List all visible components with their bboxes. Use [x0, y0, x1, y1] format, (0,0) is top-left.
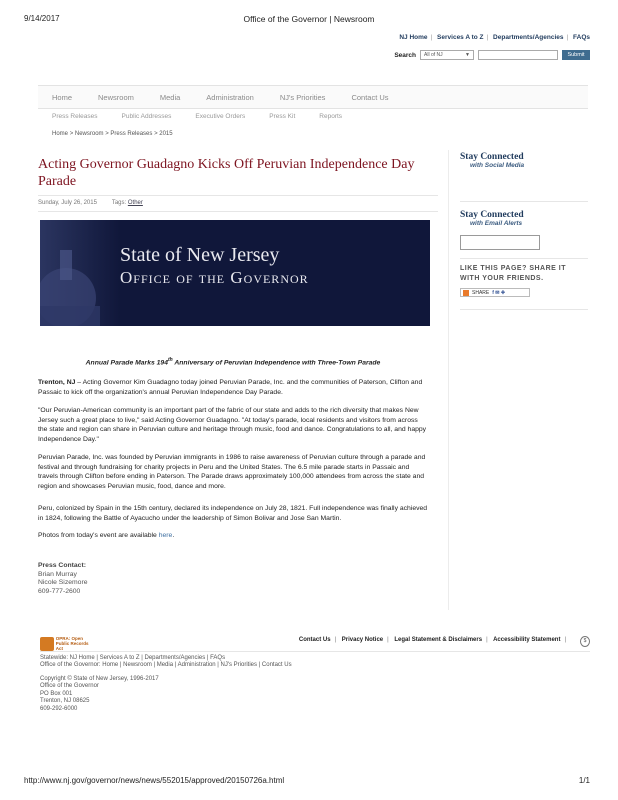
sidebar — [460, 152, 588, 310]
breadcrumb-home[interactable]: Home — [52, 131, 69, 137]
tag-link[interactable]: Other — [127, 200, 143, 206]
share-prompt-line2: WITH YOUR FRIENDS. — [460, 275, 544, 282]
banner-office-name: Office of the Governor — [120, 268, 309, 287]
separator: | — [564, 637, 566, 643]
article-paragraph-4: Peru, colonized by Spain in the 15th century, declared its independence on July 28, 1821. Full independence was finally achieved in 1824, following the Battle of Ayacucho under the leadership of Simon Bolivar and Jose San Martin. — [38, 505, 428, 522]
footer-privacy-notice[interactable]: Privacy Notice — [341, 637, 384, 643]
opra-line2: Public Records Act — [55, 641, 89, 651]
breadcrumb-newsroom[interactable]: > Newsroom — [69, 131, 104, 137]
capitol-dome-icon — [40, 220, 120, 326]
sub-nav — [52, 113, 342, 120]
subhead-pre: Annual Parade Marks 194 — [85, 359, 168, 367]
toplink-services[interactable]: Services A to Z — [437, 34, 484, 41]
article-p1: – Acting Governor Kim Guadagno today joined Peruvian Parade, Inc. and the communities of Paterson, Clifton and Passaic to kick off the organization's annual Peruvian Independence Day Parade. — [38, 379, 423, 396]
opra-line1: OPRA: Open — [55, 636, 83, 641]
social-icons: f ✉ ✚ — [492, 289, 506, 296]
main-nav — [38, 85, 588, 109]
subnav-executive-orders[interactable]: Executive Orders — [195, 113, 246, 120]
press-contact-name: Nicole Sizemore — [38, 579, 88, 587]
photos-text-end: . — [172, 532, 175, 539]
nav-newsroom[interactable]: Newsroom — [98, 92, 134, 102]
search-scope-select[interactable] — [420, 50, 474, 60]
share-icon — [463, 290, 469, 296]
footer-divider — [40, 651, 590, 652]
separator: | — [486, 34, 489, 41]
footer-address-line: Trenton, NJ 08625 — [40, 698, 90, 705]
subnav-press-kit[interactable]: Press Kit — [269, 113, 296, 120]
article-meta — [38, 200, 143, 206]
top-links — [399, 34, 590, 41]
stay-connected-social-title: Stay Connected — [460, 152, 524, 162]
stay-connected-email-link[interactable]: with Email Alerts — [470, 220, 523, 227]
breadcrumb-year[interactable]: > 2015 — [154, 131, 173, 137]
subhead-sup: th — [168, 357, 173, 363]
share-label: SHARE — [472, 289, 490, 296]
separator: | — [334, 637, 337, 643]
search-scope-value: All of NJ — [424, 52, 443, 58]
article-subhead — [38, 357, 428, 366]
opra-text — [56, 636, 96, 651]
print-page-number: 1/1 — [578, 776, 590, 785]
footer-copyright: Copyright © State of New Jersey, 1996-2017 — [40, 676, 159, 682]
search-input[interactable] — [478, 50, 558, 60]
subnav-press-releases[interactable]: Press Releases — [52, 113, 98, 120]
nav-contact[interactable]: Contact Us — [351, 92, 389, 102]
article-dateline: Trenton, NJ — [38, 379, 76, 386]
search-label: Search — [394, 51, 416, 59]
opra-badge-icon — [40, 637, 54, 651]
footer-office-links: Office of the Governor: Home | Newsroom | Media | Administration | NJ's Priorities | Contact Us — [40, 662, 292, 668]
email-alert-input[interactable] — [460, 235, 540, 250]
title-divider — [38, 195, 438, 196]
stay-connected-email-title: Stay Connected — [460, 210, 524, 220]
toplink-nj-home[interactable]: NJ Home — [399, 34, 428, 41]
office-banner — [40, 220, 430, 326]
separator: | — [430, 34, 433, 41]
footer-address-line: 609-292-6000 — [40, 705, 78, 712]
breadcrumb-press-releases[interactable]: > Press Releases — [105, 131, 153, 137]
chevron-down-icon: ▼ — [465, 52, 470, 58]
page-title: Acting Governor Guadagno Kicks Off Peruvian Independence Day Parade — [38, 157, 415, 189]
toplink-departments[interactable]: Departments/Agencies — [493, 34, 564, 41]
subnav-public-addresses[interactable]: Public Addresses — [121, 113, 172, 120]
column-divider — [448, 150, 449, 610]
sidebar-divider — [460, 309, 588, 310]
footer-address-line: PO Box 001 — [40, 690, 73, 697]
print-url: http://www.nj.gov/governor/news/news/552015/approved/20150726a.html — [24, 776, 285, 785]
footer-address-line: Office of the Governor — [40, 683, 99, 690]
footer-accessibility[interactable]: Accessibility Statement — [493, 637, 561, 643]
search-bar — [394, 50, 590, 60]
share-button[interactable] — [460, 288, 530, 297]
press-contact-name: Brian Murray — [38, 570, 77, 578]
article-date: Sunday, July 26, 2015 — [38, 200, 97, 206]
stay-connected-social-link[interactable]: with Social Media — [470, 162, 525, 169]
article-paragraph-3: Peruvian Parade, Inc. was founded by Peruvian immigrants in 1986 to raise awareness of Peruvian culture through a parade and festival and through fundraising for charity projects in Peru and the United States. The 6.5 mile parade starts in Passaic and travels through Clifton before ending in Paterson. The Parade draws approximately 100,000 attendees from across the state and region and showcases Peruvian music, food, dance and more. — [38, 454, 426, 490]
photos-link[interactable]: here — [158, 532, 173, 539]
footer-contact-us[interactable]: Contact Us — [298, 637, 331, 643]
photos-text: Photos from today's event are available — [38, 532, 159, 539]
share-prompt-line1: LIKE THIS PAGE? SHARE IT — [460, 265, 566, 272]
footer-legal-statement[interactable]: Legal Statement & Disclaimers — [394, 637, 483, 643]
press-contact-phone: 609-777-2600 — [38, 587, 81, 595]
footer-statewide: Statewide: NJ Home | Services A to Z | Departments/Agencies | FAQs — [40, 655, 226, 661]
press-contact — [38, 562, 87, 596]
toplink-faqs[interactable]: FAQs — [573, 34, 590, 41]
subnav-reports[interactable]: Reports — [319, 113, 343, 120]
press-contact-label: Press Contact: — [38, 562, 86, 569]
separator: | — [566, 34, 569, 41]
footer-address — [40, 676, 159, 713]
breadcrumb — [52, 131, 173, 137]
nav-media[interactable]: Media — [159, 92, 181, 102]
separator: | — [387, 637, 389, 643]
print-date: 9/14/2017 — [24, 14, 60, 23]
nav-priorities[interactable]: NJ's Priorities — [279, 92, 326, 102]
tags-label: Tags: — [111, 200, 127, 206]
meta-divider — [38, 211, 438, 212]
submit-button[interactable]: Submit — [562, 50, 590, 60]
banner-state-name: State of New Jersey — [120, 244, 280, 266]
nav-home[interactable]: Home — [52, 92, 73, 102]
separator: | — [486, 637, 488, 643]
article-paragraph-2: "Our Peruvian-American community is an important part of the fabric of our state and adds to the rich diversity that makes New Jersey such a great place to live," said Acting Governor Guadagno. "At today's parade, local residents and visitors from across the state and region can share in Peruvian culture and heritage through music, food and dance. Congratulations to all, and happy Independence Day." — [38, 407, 427, 443]
article-paragraph-5 — [38, 531, 428, 541]
footer-links — [299, 637, 570, 643]
nav-administration[interactable]: Administration — [206, 92, 254, 102]
opra-logo[interactable] — [40, 635, 96, 652]
subhead-post: Anniversary of Peruvian Independence with Three-Town Parade — [172, 359, 381, 367]
print-page-title: Office of the Governor | Newsroom — [243, 14, 375, 24]
article-paragraph-1 — [38, 378, 428, 397]
language-icon[interactable]: $ — [580, 636, 590, 647]
